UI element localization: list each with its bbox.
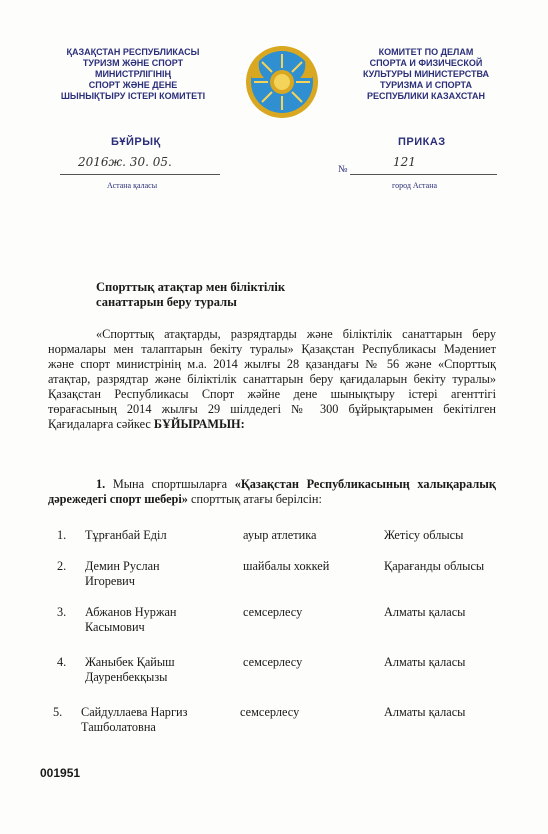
city-ru: город Астана [392,181,438,190]
city-kz: Астана қаласы [107,181,158,190]
item-1-title: «Қазақстан Республикасының халықаралық [234,477,496,491]
header-right-line: КУЛЬТУРЫ МИНИСТЕРСТВА [362,69,490,79]
athlete-name [85,605,176,635]
preamble-last-text: Қағидаларға сәйкес [48,417,154,431]
athlete-sport: семсерлесу [240,705,300,719]
number-handwritten: 121 [393,155,416,169]
athlete-region: Алматы қаласы [384,705,466,719]
header-right-line: КОМИТЕТ ПО ДЕЛАМ [378,47,474,57]
athlete-name-line: Абжанов Нуржан [85,605,177,619]
athlete-sport: семсерлесу [243,655,303,669]
emblem-icon [244,44,320,120]
item-1-line-2 [48,492,496,507]
athlete-sport: шайбалы хоккей [243,559,330,573]
athlete-name [85,655,175,685]
athlete-name [85,559,160,589]
item-1-paragraph [48,477,496,507]
number-line [350,174,497,175]
order-word: БҰЙЫРАМЫН: [153,417,245,431]
athlete-name-line: Касымович [85,620,145,634]
preamble-line: атақтар, разрядтар және біліктілік санаттарын беру қағидаларын бекіту туралы» [48,372,496,386]
header-right-line: РЕСПУБЛИКИ КАЗАХСТАН [366,91,486,101]
header-left-line: ТУРИЗМ ЖӘНЕ СПОРТ [82,58,184,68]
athlete-name [81,705,187,735]
header-right-line: ТУРИЗМА И СПОРТА [380,80,472,90]
document-title [96,280,285,310]
item-1-number: 1. [96,477,106,491]
header-right-org [345,47,507,102]
athlete-sport: семсерлесу [243,605,303,619]
header-left-line: СПОРТ ЖӘНЕ ДЕНЕ [88,80,178,90]
item-1-line [48,477,496,492]
title-line: санаттарын беру туралы [96,295,237,309]
athlete-number: 4. [57,655,67,669]
athlete-number: 1. [57,528,67,542]
athlete-region: Қарағанды облысы [384,559,485,573]
state-emblem [244,44,320,120]
preamble-last-line [48,417,496,432]
athlete-name-line: Ташболатовна [81,720,156,734]
athlete-sport: ауыр атлетика [243,528,317,542]
athlete-region: Алматы қаласы [384,605,466,619]
athlete-number: 3. [57,605,67,619]
athlete-name-line: Игоревич [85,574,135,588]
header-left-line: МИНИСТРЛІГІНІҢ [94,69,172,79]
preamble-line: және спорт министрінің м.а. 2014 жылғы 28 қазандағы № 56 және «Спорттық [48,357,496,371]
header-left-line: ҚАЗАҚСТАН РЕСПУБЛИКАСЫ [66,47,200,57]
athlete-name-line: Демин Руслан [85,559,160,573]
doc-type-ru: ПРИКАЗ [398,136,446,148]
number-label: № [338,164,348,175]
header-left-line: ШЫНЫҚТЫРУ ІСТЕРІ КОМИТЕТІ [60,91,206,101]
preamble-line: Қазақстан Республикасы Спорт жәйне дене шынықтыру істері агенттігі [48,387,496,401]
preamble-line: нормалары мен талаптарын бекіту туралы» Қазақстан Республикасы Мәдениет [48,342,496,356]
preamble-line: «Спорттық атақтарды, разрядтарды және біліктілік санаттарын беру [96,327,496,341]
item-1-text-before: Мына спортшыларға [112,477,235,491]
preamble-paragraph [48,327,496,432]
preamble-line: төрағасының 2014 жылғы 29 шілдедегі № 300 бұйрықтарымен бекітілген [48,402,496,416]
athlete-number: 5. [53,705,63,719]
athlete-region: Жетісу облысы [384,528,464,542]
item-1-text-after: спорттық атағы берілсін: [187,492,322,506]
header-right-line: СПОРТА И ФИЗИЧЕСКОЙ [369,58,483,68]
athlete-number: 2. [57,559,67,573]
athlete-name-line: Сайдуллаева Наргиз [81,705,188,719]
date-handwritten: 2016ж. 30. 05. [78,155,172,169]
doc-type-kz: БҰЙРЫҚ [111,136,161,148]
title-line: Спорттық атақтар мен біліктілік [96,280,286,294]
header-left-org [48,47,218,102]
athlete-name-line: Жаныбек Қайыш [85,655,175,669]
athlete-region: Алматы қаласы [384,655,466,669]
document-serial-number: 001951 [40,766,81,780]
item-1-title-2: дәрежедегі спорт шебері» [48,492,188,506]
athlete-name-line: Дауренбекқызы [85,670,168,684]
athlete-name: Тұрғанбай Еділ [85,528,167,542]
date-line [60,174,220,175]
